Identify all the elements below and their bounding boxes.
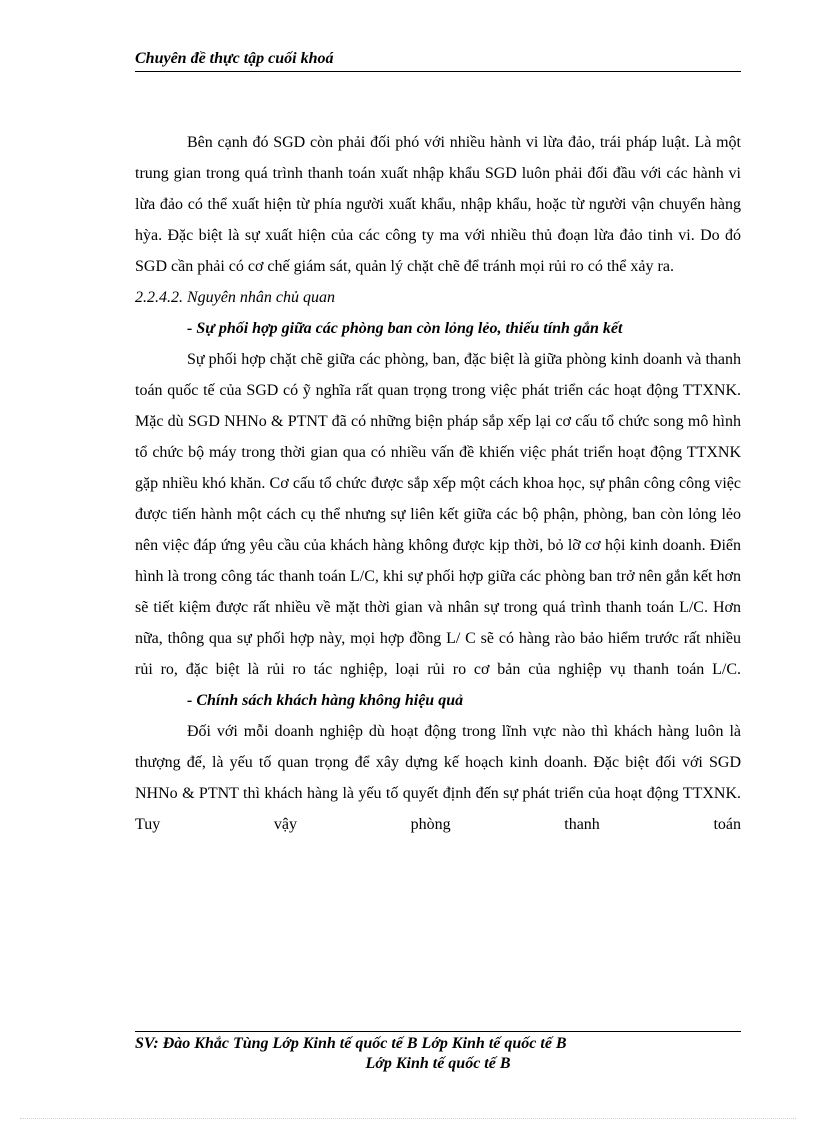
header-divider xyxy=(135,71,741,72)
paragraph-coordination: Sự phối hợp chặt chẽ giữa các phòng, ban, đặc biệt là giữa phòng kinh doanh và thanh toán quốc tế của SGD có ỹ nghĩa rất quan trọng trong việc phát triển các hoạt động TTXNK. Mặc dù SGD NHNo & PTNT đã có những biện pháp sắp xếp lại cơ cấu tổ chức song mô hình tổ chức bộ máy trong thời gian qua có nhiều vấn đề khiến việc phát triển hoạt động TTXNK gặp nhiều khó khăn. Cơ cấu tổ chức được sắp xếp một cách khoa học, sự phân công công việc được tiến hành một cách cụ thể nhưng sự liên kết giữa các bộ phận, phòng, ban còn lỏng lẻo nên việc đáp ứng yêu cầu của khách hàng không được kịp thời, bỏ lỡ cơ hội kinh doanh. Điển hình là trong công tác thanh toán L/C, khi sự phối hợp giữa các phòng ban trở nên gắn kết hơn sẽ tiết kiệm được rất nhiều về mặt thời gian và nhân sự trong quá trình thanh toán L/C. Hơn nữa, thông qua sự phối hợp này, mọi hợp đồng L/ C sẽ có hàng rào bảo hiểm trước rất nhiều rủi ro, đặc biệt là rủi ro tác nghiệp, loại rủi ro cơ bản của nghiệp vụ thanh toán L/C. xyxy=(135,351,741,678)
footer-class-line: Lớp Kinh tế quốc tế B xyxy=(365,1055,511,1072)
subheading-customer-policy: - Chính sách khách hàng không hiệu quả xyxy=(187,692,464,709)
footer-student-line: SV: Đào Khắc Tùng Lớp Kinh tế quốc tế B Lớp Kinh tế quốc tế B xyxy=(135,1035,567,1052)
paragraph-customer-policy: Đối với mỗi doanh nghiệp dù hoạt động trong lĩnh vực nào thì khách hàng luôn là thượng đế, là yếu tố quan trọng để xây dựng kế hoạch kinh doanh. Đặc biệt đối với SGD NHNo & PTNT thì khách hàng là yếu tố quyết định đến sự phát triển của hoạt động TTXNK. Tuy vậy phòng thanh toán xyxy=(135,723,741,833)
document-body xyxy=(135,127,741,840)
footer-divider xyxy=(135,1031,741,1032)
subheading-coordination: - Sự phối hợp giữa các phòng ban còn lỏng lẻo, thiếu tính gắn kết xyxy=(187,320,623,337)
header-title: Chuyên đề thực tập cuối khoá xyxy=(135,50,334,67)
section-heading: 2.2.4.2. Nguyên nhân chủ quan xyxy=(135,289,335,306)
paragraph-fraud-risk: Bên cạnh đó SGD còn phải đối phó với nhiều hành vi lừa đảo, trái pháp luật. Là một trung gian trong quá trình thanh toán xuất nhập khẩu SGD luôn phải đối đầu với các hành vi lừa đảo có thể xuất hiện từ phía người xuất khẩu, nhập khẩu, hoặc từ người vận chuyển hàng hỳa. Đặc biệt là sự xuất hiện của các công ty ma với nhiều thủ đoạn lừa đảo tinh vi. Do đó SGD cần phải có cơ chế giám sát, quản lý chặt chẽ để tránh mọi rủi ro có thể xảy ra. xyxy=(135,134,741,275)
page-bottom-dotted-line xyxy=(20,1118,796,1120)
